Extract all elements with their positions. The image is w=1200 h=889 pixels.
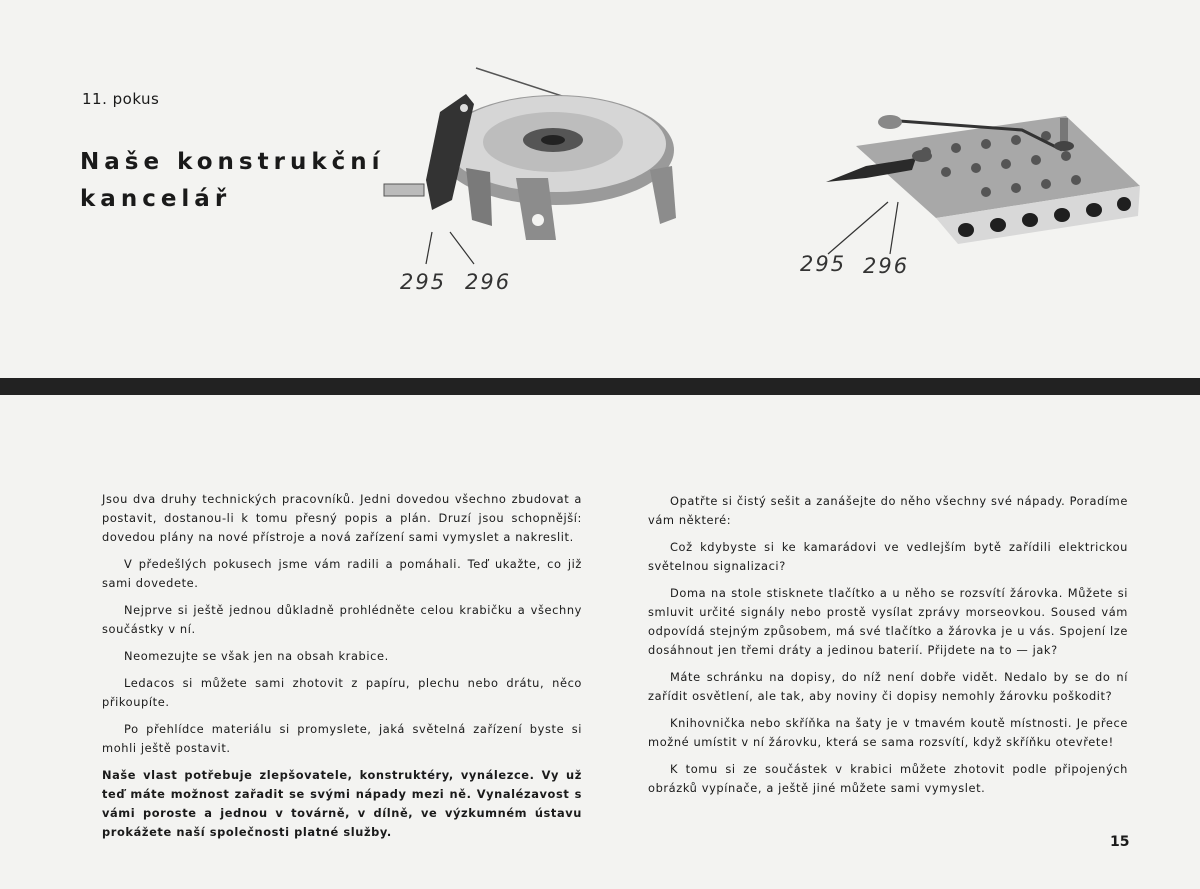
- title-line-2: kancelář: [80, 186, 232, 212]
- title-line-1: Naše konstrukční: [80, 149, 385, 175]
- divider-bar: [0, 378, 1200, 395]
- experiment-number: 11. pokus: [82, 90, 160, 108]
- page-number: 15: [1110, 834, 1130, 850]
- paragraph: Což kdybyste si ke kamarádovi ve vedlejším bytě zařídili elektrickou světelnou signalizaci?: [648, 540, 1128, 573]
- paragraph-bold: Naše vlast potřebuje zlepšovatele, konstruktéry, vynálezce. Vy už teď máte možnost zařadit se svými nápady mezi ně. Vynalézavost s vámi poroste a jednou v továrně, v dílně, ve výzkumném ústavu prokážete naší společnosti platné služby.: [102, 768, 582, 839]
- part-label-295: 295: [800, 252, 847, 276]
- paragraph: Knihovnička nebo skříňka na šaty je v tmavém koutě místnosti. Je přece možné umístit v ní žárovku, která se sama rozsvítí, když skříňku otevřete!: [648, 716, 1128, 749]
- paragraph: Po přehlídce materiálu si promyslete, jaká světelná zařízení byste si mohli ještě postavit.: [102, 722, 582, 755]
- page-title: [80, 144, 385, 218]
- right-column: [648, 492, 1128, 806]
- leader-lines-1: [420, 228, 480, 268]
- leader-lines-2: [820, 196, 920, 258]
- paragraph: Ledacos si můžete sami zhotovit z papíru, plechu nebo drátu, něco přikoupíte.: [102, 676, 582, 709]
- paragraph: Jsou dva druhy technických pracovníků. Jedni dovedou všechno zbudovat a postavit, dostanou-li k tomu přesný popis a plán. Druzí jsou schopnější: dovedou plány na nové přístroje a nová zařízení sami vymyslet a nakreslit.: [102, 492, 582, 544]
- paragraph: Nejprve si ještě jednou důkladně prohlédněte celou krabičku a všechny součástky v ní.: [102, 603, 582, 636]
- paragraph: V předešlých pokusech jsme vám radili a pomáhali. Teď ukažte, co již sami dovedete.: [102, 557, 582, 590]
- left-column: [102, 490, 582, 850]
- part-label-296: 296: [465, 270, 512, 294]
- paragraph: Opatřte si čistý sešit a zanášejte do něho všechny své nápady. Poradíme vám některé:: [648, 494, 1128, 527]
- paragraph: Neomezujte se však jen na obsah krabice.: [124, 649, 389, 663]
- part-label-295: 295: [400, 270, 447, 294]
- paragraph: K tomu si ze součástek v krabici můžete zhotovit podle připojených obrázků vypínače, a ještě jiné můžete sami vymyslet.: [648, 762, 1128, 795]
- paragraph: Doma na stole stisknete tlačítko a u něho se rozsvítí žárovka. Můžete si smluvit určité signály nebo prostě vysílat zprávy morseovkou. Soused vám odpovídá stejným způsobem, má své tlačítko a žárovka je u vás. Spojení lze dosáhnout jen třemi dráty a jedinou baterií. Přijdete na to — jak?: [648, 586, 1128, 657]
- part-label-296: 296: [863, 254, 910, 278]
- paragraph: Máte schránku na dopisy, do níž není dobře vidět. Nedalo by se do ní zařídit osvětlení, ale tak, aby noviny či dopisy nemohly žárovku poškodit?: [648, 670, 1128, 703]
- figure-round-switch: [378, 60, 698, 250]
